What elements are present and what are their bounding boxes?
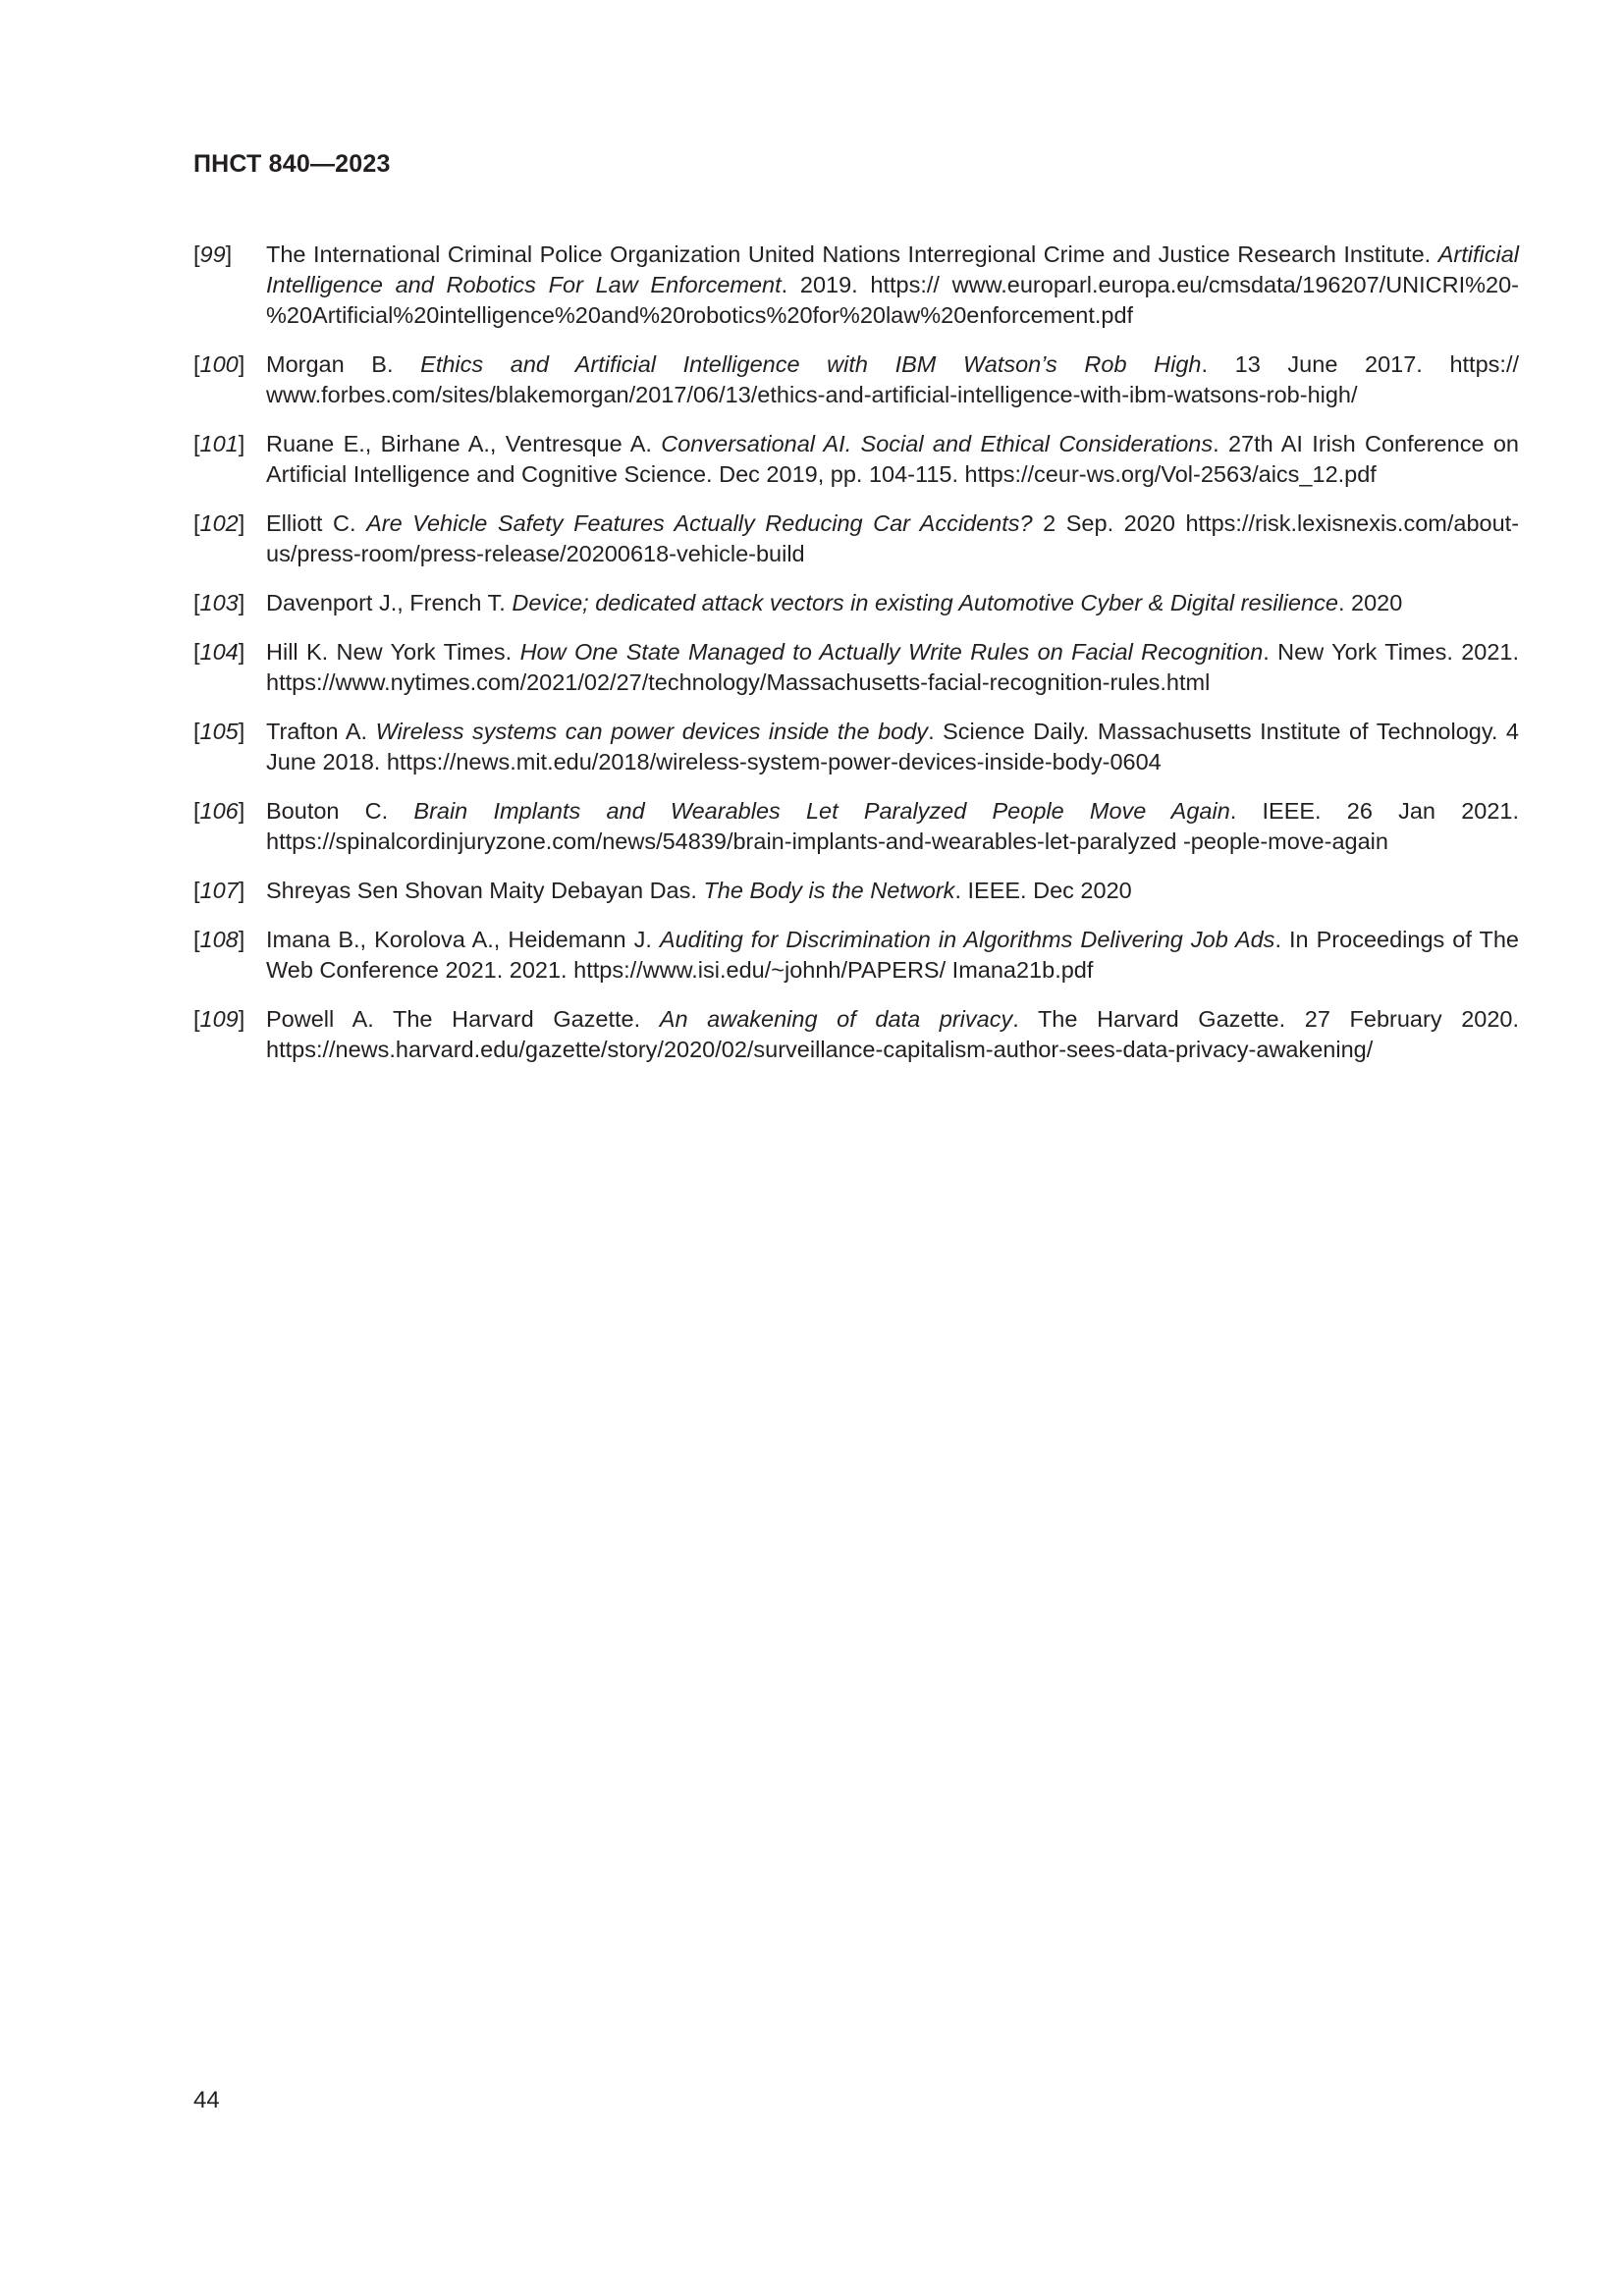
reference-number: [100] — [193, 351, 245, 377]
reference-title: The Body is the Network — [703, 878, 955, 903]
reference-authors: Bouton C. — [266, 798, 389, 824]
reference-authors: Davenport J., French T. — [266, 590, 506, 615]
reference-item — [193, 637, 1519, 698]
reference-item — [193, 1004, 1519, 1065]
reference-title: Brain Implants and Wearables Let Paralyzed People Move Again — [413, 798, 1230, 824]
reference-text — [266, 796, 1519, 857]
reference-authors: Powell A. The Harvard Gazette. — [266, 1006, 641, 1032]
reference-item — [193, 876, 1519, 906]
reference-title: How One State Managed to Actually Write Rules on Facial Recognition — [519, 639, 1264, 665]
reference-title: Ethics and Artificial Intelligence with IBM Watson’s Rob High — [420, 351, 1202, 377]
reference-details: . New York Times. 2021. https://www.nytimes.com/2021/02/27/technology/Massachusetts-facial-recognition-rules.html — [266, 639, 1520, 695]
reference-number: [104] — [193, 639, 245, 665]
reference-details: . IEEE. 26 Jan 2021. https://spinalcordinjuryzone.com/news/54839/brain-implants-and-wearables-let-paralyzed -people-move-again — [266, 798, 1520, 854]
reference-text — [266, 429, 1519, 490]
reference-number: [99] — [193, 241, 233, 267]
reference-authors: Morgan B. — [266, 351, 394, 377]
reference-text — [266, 349, 1519, 410]
reference-text — [266, 717, 1519, 777]
reference-number: [102] — [193, 510, 245, 536]
reference-details: . 2019. https:// www.europarl.europa.eu/cmsdata/196207/UNICRI%20-%20Artificial%20intelligence%20and%20robotics%20for%20law%20enforcement.pdf — [266, 272, 1519, 328]
reference-item — [193, 796, 1519, 857]
reference-number: [106] — [193, 798, 245, 824]
reference-number: [103] — [193, 590, 245, 615]
reference-number: [108] — [193, 927, 245, 952]
reference-text — [266, 1004, 1519, 1065]
reference-authors: Ruane E., Birhane A., Ventresque A. — [266, 431, 652, 456]
reference-details: . In Proceedings of The Web Conference 2021. 2021. https://www.isi.edu/~johnh/PAPERS/ Imana21b.pdf — [266, 927, 1519, 983]
reference-number: [105] — [193, 719, 245, 744]
reference-text — [266, 508, 1519, 569]
reference-item — [193, 240, 1519, 331]
reference-authors: Imana B., Korolova A., Heidemann J. — [266, 927, 652, 952]
reference-number: [109] — [193, 1006, 245, 1032]
reference-details: . Science Daily. Massachusetts Institute of Technology. 4 June 2018. https://news.mit.edu/2018/wireless-system-power-devices-inside-body-0604 — [266, 719, 1519, 774]
reference-title: Artificial Intelligence and Robotics For Law Enforcement — [266, 241, 1520, 297]
reference-details: . 13 June 2017. https:// www.forbes.com/sites/blakemorgan/2017/06/13/ethics-and-artificial-intelligence-with-ibm-watsons-rob-high/ — [266, 351, 1519, 407]
reference-item — [193, 925, 1519, 986]
reference-text — [266, 925, 1519, 986]
reference-item — [193, 588, 1519, 618]
reference-text — [266, 876, 1519, 906]
reference-title: Device; dedicated attack vectors in existing Automotive Cyber & Digital resilience — [512, 590, 1338, 615]
reference-text — [266, 240, 1519, 331]
reference-title: Conversational AI. Social and Ethical Considerations — [661, 431, 1214, 456]
reference-title: An awakening of data privacy — [659, 1006, 1013, 1032]
reference-number: [101] — [193, 431, 245, 456]
reference-title: Auditing for Discrimination in Algorithms Delivering Job Ads — [659, 927, 1275, 952]
reference-item — [193, 349, 1519, 410]
reference-details: . 2020 — [1337, 590, 1403, 615]
reference-details: . IEEE. Dec 2020 — [954, 878, 1132, 903]
reference-details: . 27th AI Irish Conference on Artificial Intelligence and Cognitive Science. Dec 2019, pp. 104-115. https://ceur-ws.org/Vol-2563/aics_12.pdf — [266, 431, 1519, 487]
reference-text — [266, 588, 1519, 618]
document-header: ПНСТ 840—2023 — [193, 150, 391, 178]
reference-details: 2 Sep. 2020 https://risk.lexisnexis.com/about-us/press-room/press-release/20200618-vehicle-build — [266, 510, 1520, 566]
reference-text — [266, 637, 1519, 698]
reference-authors: Trafton A. — [266, 719, 368, 744]
reference-list — [193, 240, 1519, 1084]
reference-item — [193, 508, 1519, 569]
reference-authors: Elliott C. — [266, 510, 356, 536]
reference-authors: The International Criminal Police Organization United Nations Interregional Crime and Justice Research Institute. — [266, 241, 1432, 267]
reference-authors: Hill K. New York Times. — [266, 639, 513, 665]
reference-title: Wireless systems can power devices inside the body — [375, 719, 929, 744]
reference-details: . The Harvard Gazette. 27 February 2020. https://news.harvard.edu/gazette/story/2020/02/surveillance-capitalism-author-sees-data-privacy-awakening/ — [266, 1006, 1520, 1062]
reference-number: [107] — [193, 878, 245, 903]
reference-item — [193, 717, 1519, 777]
page-number: 44 — [193, 2087, 220, 2113]
reference-item — [193, 429, 1519, 490]
reference-title: Are Vehicle Safety Features Actually Reducing Car Accidents? — [366, 510, 1033, 536]
reference-authors: Shreyas Sen Shovan Maity Debayan Das. — [266, 878, 697, 903]
